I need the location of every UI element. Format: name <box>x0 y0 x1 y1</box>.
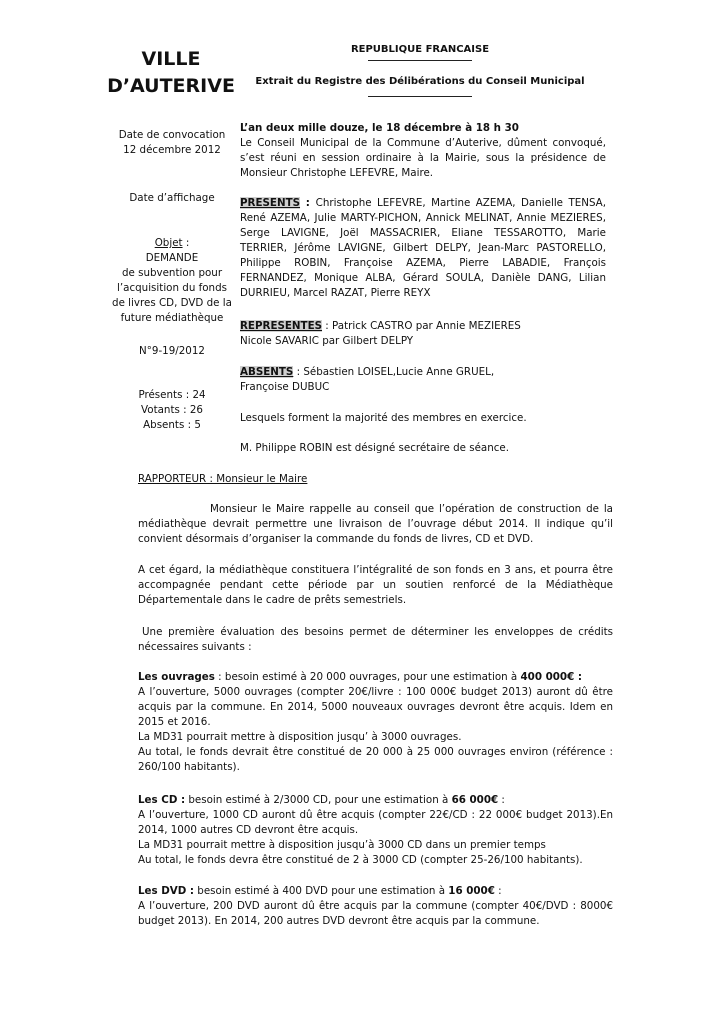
cd-amount: 66 000€ <box>451 794 499 806</box>
town-name <box>96 46 246 100</box>
representes-label: REPRESENTES <box>240 320 323 332</box>
dvd-label: Les DVD : <box>138 885 195 897</box>
representes-block <box>240 319 606 349</box>
ouvrages-section <box>138 670 613 775</box>
ouvrages-head: : besoin estimé à 20 000 ouvrages, pour une estimation à <box>214 671 521 683</box>
cd-line: La MD31 pourrait mettre à disposition jusqu’à 3000 CD dans un premier temps <box>138 839 546 851</box>
header-divider <box>368 60 472 61</box>
cd-line: Au total, le fonds devra être constitué de 2 à 3000 CD (compter 25-26/100 habitants). <box>138 854 583 866</box>
deliberation-number: N°9-19/2012 <box>139 345 205 357</box>
object-heading <box>108 236 236 251</box>
cd-label: Les CD : <box>138 794 186 806</box>
town-name-line2: D’AUTERIVE <box>107 75 235 97</box>
object-line: de subvention pour <box>121 267 223 279</box>
absents-line <box>240 365 606 380</box>
presents-list: Christophe LEFEVRE, Martine AZEMA, Danielle TENSA, René AZEMA, Julie MARTY-PICHON, Annick MELINAT, Annie MEZIERES, Serge LAVIGNE, Joël MASSACRIER, Eliane TESSAROTTO, Marie TERRIER, Jérôme LAVIGNE, Gilbert DELPY, Jean-Marc PASTORELLO, Philippe ROBIN, Françoise AZEMA, Pierre LABADIE, François FERNANDEZ, Monique ALBA, Gérard SOULA, Danièle DANG, Lilian DURRIEU, Marcel RAZAT, Pierre REYX <box>240 197 606 299</box>
object-line: DEMANDE <box>145 252 199 264</box>
paragraph-1: Monsieur le Maire rappelle au conseil que l’opération de construction de la médiathèque devrait permettre une livraison de l’ouvrage début 2014. Il indique qu’il convient désormais d’organiser la commande du fonds de livres, CD et DVD. <box>138 503 613 545</box>
presents-colon: : <box>300 197 316 209</box>
register-extract-title: Extrait du Registre des Délibérations du Conseil Municipal <box>255 76 585 87</box>
dvd-line: A l’ouverture, 200 DVD auront dû être acquis par la commune (compter 40€/DVD : 8000€ budget 2013). En 2014, 200 autres DVD devront être acquis par la commune. <box>138 900 613 927</box>
absents-line2: Françoise DUBUC <box>240 381 330 393</box>
dvd-tail: : <box>494 885 502 897</box>
dvd-amount: 16 000€ <box>448 885 495 897</box>
ouvrages-line: Au total, le fonds devrait être constitué de 20 000 à 25 000 ouvrages environ (référence : 260/100 habitants). <box>138 746 613 773</box>
session-block <box>240 121 606 181</box>
object-block <box>108 236 236 326</box>
object-line: de livres CD, DVD de la <box>112 297 232 309</box>
presents-label: PRESENTS <box>240 197 301 209</box>
object-line: future médiathèque <box>120 312 224 324</box>
representes-line <box>240 319 606 334</box>
cd-head: besoin estimé à 2/3000 CD, pour une estimation à <box>185 794 452 806</box>
object-colon: : <box>182 237 190 249</box>
presents-paragraph <box>240 196 606 301</box>
ouvrages-heading <box>138 670 613 685</box>
paragraph-2: A cet égard, la médiathèque constituera l’intégralité de son fonds en 3 ans, et pourra être accompagnée pendant cette période par un soutien renforcé de la Médiathèque Départementale dans le cadre de prêts semestriels. <box>138 564 613 606</box>
cd-tail: : <box>498 794 505 806</box>
dvd-head: besoin estimé à 400 DVD pour une estimation à <box>194 885 449 897</box>
vote-counts <box>108 388 236 433</box>
republic-label: REPUBLIQUE FRANCAISE <box>350 44 490 55</box>
absents-text: : Sébastien LOISEL,Lucie Anne GRUEL, <box>293 366 495 378</box>
convocation-date: 12 décembre 2012 <box>123 144 221 156</box>
presents-block <box>240 196 606 301</box>
paragraph-3: Une première évaluation des besoins permet de déterminer les enveloppes de crédits nécessaires suivants : <box>138 626 613 653</box>
rapporteur-label: RAPPORTEUR : Monsieur le Maire <box>138 473 308 485</box>
absents-block <box>240 365 606 395</box>
session-date: L’an deux mille douze, le 18 décembre à 18 h 30 <box>240 122 519 134</box>
rapporteur-line <box>138 472 613 487</box>
convocation-block <box>108 128 236 158</box>
header-divider-bottom <box>368 96 472 97</box>
town-name-line1: VILLE <box>141 48 201 70</box>
absents-count: Absents : 5 <box>143 419 201 431</box>
dvd-section <box>138 884 613 929</box>
ouvrages-line: A l’ouverture, 5000 ouvrages (compter 20€/livre : 100 000€ budget 2013) auront dû être acquis par la commune. En 2014, 5000 nouveaux ouvrages devront être acquis. Idem en 2015 et 2016. <box>138 686 613 728</box>
ouvrages-amount: 400 000€ : <box>520 671 582 683</box>
representes-text: : Patrick CASTRO par Annie MEZIERES <box>322 320 521 332</box>
cd-line: A l’ouverture, 1000 CD auront dû être acquis (compter 22€/CD : 22 000€ budget 2013).En 2014, 1000 autres CD devront être acquis. <box>138 809 613 836</box>
majority-text: Lesquels forment la majorité des membres en exercice. <box>240 412 527 424</box>
dvd-heading <box>138 884 613 899</box>
session-intro: Le Conseil Municipal de la Commune d’Auterive, dûment convoqué, s’est réuni en session ordinaire à la Mairie, sous la présidence de Monsieur Christophe LEFEVRE, Maire. <box>240 137 606 179</box>
convocation-label: Date de convocation <box>118 129 226 141</box>
object-line: l’acquisition du fonds <box>117 282 227 294</box>
affichage-label: Date d’affichage <box>129 192 215 204</box>
representes-line2: Nicole SAVARIC par Gilbert DELPY <box>240 335 414 347</box>
presents-count: Présents : 24 <box>138 389 206 401</box>
ouvrages-label: Les ouvrages <box>138 671 215 683</box>
object-label: Objet <box>154 237 183 249</box>
votants-count: Votants : 26 <box>141 404 203 416</box>
cd-section <box>138 793 613 868</box>
secretary-text: M. Philippe ROBIN est désigné secrétaire de séance. <box>240 442 510 454</box>
cd-heading <box>138 793 613 808</box>
absents-label: ABSENTS <box>240 366 294 378</box>
ouvrages-line: La MD31 pourrait mettre à disposition jusqu’ à 3000 ouvrages. <box>138 731 462 743</box>
document-header <box>255 43 585 97</box>
